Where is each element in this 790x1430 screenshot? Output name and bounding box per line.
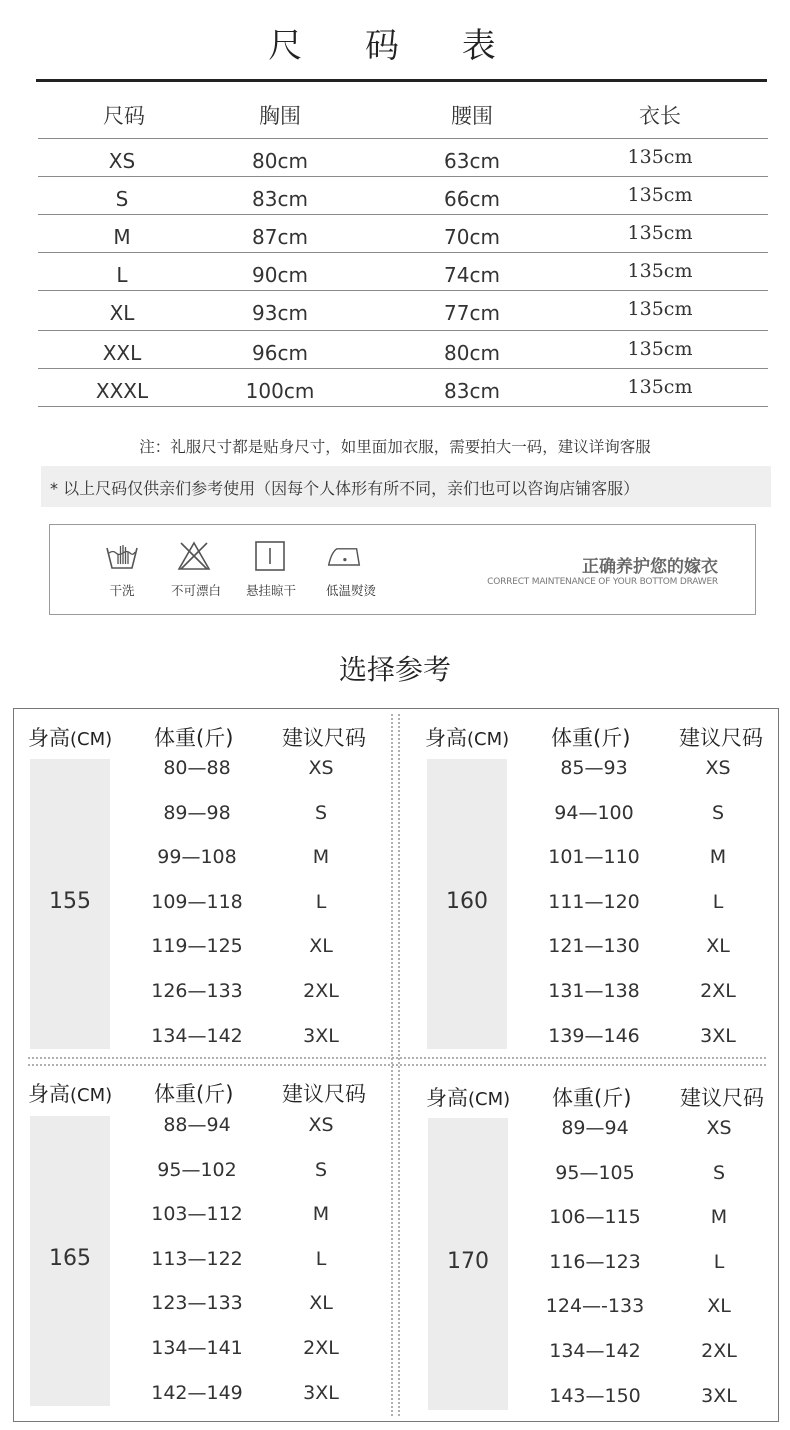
weight-range: 88—94 <box>163 1114 231 1136</box>
recommended-size: XL <box>309 1292 333 1315</box>
weight-header: 体重(斤) <box>154 1082 234 1106</box>
cell-length: 135cm <box>627 146 693 168</box>
care-label-no-bleach: 不可漂白 <box>170 583 221 598</box>
recommended-size: S <box>711 801 725 824</box>
care-label-hang-dry: 悬挂晾干 <box>245 583 296 598</box>
weight-range: 143—150 <box>549 1384 641 1407</box>
weight-range: 89—94 <box>561 1117 629 1139</box>
size-header: 建议尺码 <box>680 1086 764 1110</box>
height-value: 160 <box>446 889 488 914</box>
table-divider <box>38 406 768 407</box>
height-header <box>425 722 509 752</box>
height-value: 165 <box>49 1246 91 1271</box>
recommended-size: S <box>314 801 328 824</box>
table-divider <box>38 176 768 177</box>
cell-length: 135cm <box>627 298 693 320</box>
table-divider <box>38 138 768 139</box>
weight-range: 109—118 <box>151 890 243 913</box>
table-divider <box>38 368 768 369</box>
weight-range: 134—142 <box>549 1340 641 1362</box>
cell-waist: 83cm <box>444 379 500 403</box>
page-title: 尺 码 表 <box>268 26 522 66</box>
cell-length: 135cm <box>627 222 693 244</box>
height-header-label: 身高 <box>28 1082 70 1106</box>
table-divider <box>38 252 768 253</box>
cell-size: L <box>116 263 128 287</box>
table-divider <box>38 290 768 291</box>
weight-range: 85—93 <box>560 757 628 779</box>
cell-waist: 74cm <box>444 263 500 287</box>
weight-header: 体重(斤) <box>154 726 234 750</box>
header-waist: 腰围 <box>451 104 493 128</box>
weight-header: 体重(斤) <box>551 726 631 750</box>
recommended-size: 3XL <box>701 1384 737 1407</box>
weight-range: 134—142 <box>151 1024 243 1047</box>
table-divider <box>38 330 768 331</box>
recommended-size: 2XL <box>303 980 339 1002</box>
recommended-size: XS <box>706 1117 732 1139</box>
cell-size: S <box>115 187 129 211</box>
cell-waist: 70cm <box>444 225 500 249</box>
recommended-size: S <box>712 1161 726 1184</box>
weight-range: 111—120 <box>548 890 640 913</box>
cell-size: XXXL <box>95 379 149 403</box>
recommended-size: XL <box>707 1295 731 1318</box>
cell-waist: 77cm <box>444 301 500 325</box>
recommended-size: L <box>712 890 724 913</box>
care-label-dry-clean: 干洗 <box>109 583 135 598</box>
recommended-size: M <box>312 1203 330 1226</box>
cell-length: 135cm <box>627 338 693 360</box>
recommended-size: S <box>314 1158 328 1181</box>
cell-waist: 66cm <box>444 187 500 211</box>
cell-waist: 80cm <box>444 341 500 365</box>
hand-wash-icon <box>104 540 140 572</box>
recommended-size: M <box>312 846 330 869</box>
recommended-size: 3XL <box>700 1024 736 1047</box>
recommended-size: 3XL <box>303 1024 339 1047</box>
header-size: 尺码 <box>103 104 145 128</box>
no-bleach-icon <box>176 540 212 572</box>
size-header: 建议尺码 <box>282 1082 366 1106</box>
recommended-size: 2XL <box>303 1337 339 1359</box>
cell-bust: 83cm <box>252 187 308 211</box>
height-value: 155 <box>49 889 91 914</box>
cell-bust: 100cm <box>245 379 315 403</box>
recommended-size: XS <box>308 757 334 779</box>
title-divider <box>36 79 767 82</box>
recommended-size: L <box>315 890 327 913</box>
low-iron-icon <box>326 540 362 572</box>
weight-range: 123—133 <box>151 1292 243 1315</box>
height-value: 170 <box>447 1249 489 1274</box>
weight-range: 101—110 <box>548 846 640 869</box>
size-header: 建议尺码 <box>679 726 763 750</box>
recommended-size: 2XL <box>701 1340 737 1362</box>
recommended-size: M <box>710 1206 728 1229</box>
height-header-label: 身高 <box>425 726 467 750</box>
weight-range: 124—-133 <box>545 1295 645 1318</box>
care-title: 正确养护您的嫁衣 <box>582 557 718 577</box>
weight-range: 119—125 <box>151 935 243 958</box>
care-label-low-iron: 低温熨烫 <box>325 583 376 598</box>
cell-length: 135cm <box>627 260 693 282</box>
weight-range: 99—108 <box>157 846 237 869</box>
size-header: 建议尺码 <box>282 726 366 750</box>
weight-header: 体重(斤) <box>552 1086 632 1110</box>
cell-length: 135cm <box>627 184 693 206</box>
height-header-unit: (CM) <box>70 1085 113 1106</box>
recommended-size: XL <box>706 935 730 958</box>
height-header-label: 身高 <box>426 1086 468 1110</box>
weight-range: 134—141 <box>151 1337 243 1359</box>
recommended-size: XL <box>309 935 333 958</box>
recommended-size: XS <box>705 757 731 779</box>
weight-range: 116—123 <box>549 1250 641 1273</box>
cell-size: XXL <box>102 341 142 365</box>
cell-size: XS <box>108 149 136 173</box>
weight-range: 126—133 <box>151 980 243 1002</box>
hang-dry-icon <box>252 540 288 572</box>
height-header <box>28 1078 112 1108</box>
recommended-size: 3XL <box>303 1381 339 1404</box>
recommended-size: 2XL <box>700 980 736 1002</box>
cell-bust: 80cm <box>252 149 308 173</box>
reference-title: 选择参考 <box>338 653 451 686</box>
height-header <box>28 722 112 752</box>
cell-size: XL <box>109 301 135 325</box>
weight-range: 95—102 <box>157 1158 237 1181</box>
weight-range: 139—146 <box>548 1024 640 1047</box>
size-note: 注：礼服尺寸都是贴身尺寸，如里面加衣服，需要拍大一码，建议详询客服 <box>139 438 651 456</box>
weight-range: 103—112 <box>151 1203 243 1226</box>
care-subtitle: CORRECT MAINTENANCE OF YOUR BOTTOM DRAWER <box>487 577 718 587</box>
height-header-unit: (CM) <box>70 729 113 750</box>
height-header-unit: (CM) <box>468 1089 511 1110</box>
height-header-unit: (CM) <box>467 729 510 750</box>
table-divider <box>38 214 768 215</box>
reference-divider-horizontal <box>28 1057 766 1059</box>
header-length: 衣长 <box>639 104 681 128</box>
recommended-size: L <box>315 1247 327 1270</box>
reference-divider-horizontal <box>28 1064 766 1066</box>
weight-range: 95—105 <box>555 1161 635 1184</box>
cell-bust: 96cm <box>252 341 308 365</box>
recommended-size: XS <box>308 1114 334 1136</box>
disclaimer-text: * 以上尺码仅供亲们参考使用（因每个人体形有所不同，亲们也可以咨询店铺客服） <box>50 479 640 498</box>
cell-waist: 63cm <box>444 149 500 173</box>
cell-bust: 93cm <box>252 301 308 325</box>
weight-range: 142—149 <box>151 1381 243 1404</box>
header-bust: 胸围 <box>259 104 301 128</box>
weight-range: 89—98 <box>163 801 231 824</box>
weight-range: 121—130 <box>548 935 640 958</box>
height-header-label: 身高 <box>28 726 70 750</box>
weight-range: 131—138 <box>548 980 640 1002</box>
weight-range: 94—100 <box>554 801 634 824</box>
cell-length: 135cm <box>627 376 693 398</box>
cell-size: M <box>113 225 131 249</box>
cell-bust: 90cm <box>252 263 308 287</box>
weight-range: 80—88 <box>163 757 231 779</box>
weight-range: 113—122 <box>151 1247 243 1270</box>
weight-range: 106—115 <box>549 1206 641 1229</box>
height-header <box>426 1082 510 1112</box>
recommended-size: M <box>709 846 727 869</box>
cell-bust: 87cm <box>252 225 308 249</box>
recommended-size: L <box>713 1250 725 1273</box>
